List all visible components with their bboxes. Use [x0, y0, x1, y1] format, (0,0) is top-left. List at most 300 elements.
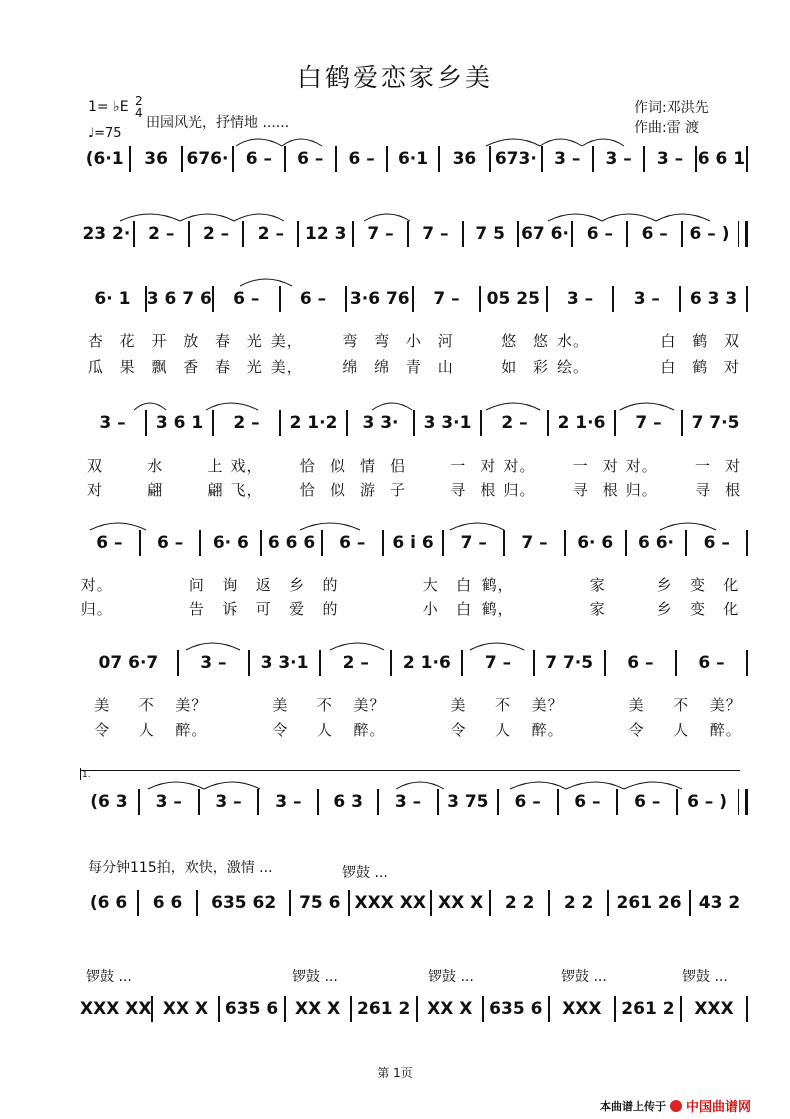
lyric-char: 双	[723, 332, 740, 350]
lyric-char: 一	[450, 457, 467, 475]
slur	[396, 782, 444, 789]
lyric-char: 醉。	[531, 721, 564, 739]
staff-line-5	[80, 530, 748, 556]
measure: 07 6·7	[98, 653, 159, 673]
measure: (6 3	[90, 792, 128, 812]
lyric-char: 光	[246, 332, 263, 350]
lyric-char: 不	[138, 696, 155, 714]
measure: 676·	[186, 149, 229, 169]
lyric-char: 家	[589, 600, 606, 618]
lyric-char: 人	[495, 721, 512, 739]
lyric-char	[170, 455, 200, 476]
lyric-char: 人	[316, 721, 333, 739]
lyric-char: 根	[480, 481, 497, 499]
lyric-char: 醉。	[175, 721, 208, 739]
lyric-char: 侣	[390, 457, 407, 475]
lyric-char: 悠	[533, 332, 550, 350]
measure: 6 6	[152, 893, 183, 913]
barline	[746, 650, 748, 676]
measure: 3·6 76	[349, 289, 410, 309]
lyric-char: 小	[405, 332, 422, 350]
lyric-char	[570, 694, 615, 715]
lyric-verse-1	[80, 574, 748, 595]
lyric-char: 对	[723, 358, 740, 376]
lyric-char: 飘	[151, 358, 168, 376]
lyric-char: 恰	[299, 481, 316, 499]
measure: 6 –	[339, 533, 366, 553]
slur	[186, 643, 240, 650]
staff-line-9	[80, 996, 748, 1022]
lyric-char: 山	[437, 358, 454, 376]
measure: 6 –	[96, 533, 123, 553]
lyric-char: 归。	[80, 600, 113, 618]
lyric-char	[392, 719, 437, 740]
measure: 3 –	[566, 289, 594, 309]
lyric-char: 美，	[270, 332, 303, 350]
time-top: 2	[135, 94, 143, 108]
lyric-char: 悠	[501, 332, 518, 350]
measure: 6 3	[333, 792, 363, 812]
slur	[660, 523, 716, 530]
measure: 3 6 1	[155, 413, 204, 433]
slur	[90, 523, 146, 530]
lyric-char: 不	[673, 696, 690, 714]
lyric-char: 鹤	[692, 358, 709, 376]
lyric-char: 双	[87, 457, 104, 475]
lyric-char	[514, 598, 547, 619]
lyric-char: 戏，	[230, 457, 263, 475]
measure: 6· 1	[94, 289, 131, 309]
lyric-char: 子	[390, 481, 407, 499]
measure: 261 2	[621, 999, 675, 1019]
lyric-char	[263, 455, 293, 476]
tempo-mark: ♩=75	[88, 126, 122, 141]
lyric-char: 的	[322, 576, 339, 594]
measure: XX X	[427, 999, 473, 1019]
slur	[236, 139, 282, 146]
tempo-change: 每分钟115拍，欢快，激情 ...	[88, 860, 273, 876]
lyric-char	[110, 479, 140, 500]
lyric-char: 归。	[503, 481, 536, 499]
lyric-char: 告	[188, 600, 205, 618]
lyric-char	[110, 455, 140, 476]
lyric-char	[413, 455, 443, 476]
lyric-verse-2	[80, 479, 748, 500]
lyric-char: 翩	[207, 481, 224, 499]
measure: 6 –	[299, 289, 327, 309]
measure: XXX XX	[354, 893, 426, 913]
lyric-char	[147, 574, 180, 595]
lyric-char	[462, 356, 494, 377]
lyric-char: 小	[422, 600, 439, 618]
measure: 2 2	[563, 893, 594, 913]
lyric-verse-1	[80, 330, 748, 351]
measure: XXX	[562, 999, 602, 1019]
key-label: 1=	[88, 99, 109, 115]
slur	[372, 403, 412, 410]
lyric-char	[413, 479, 443, 500]
barline	[746, 286, 748, 312]
lyric-char: 令	[628, 721, 645, 739]
gong-drum-label: 锣鼓 ...	[561, 969, 607, 985]
lyric-char: 美？	[353, 696, 386, 714]
repeat-barline	[738, 789, 748, 815]
measure: 6 –	[586, 224, 613, 244]
lyric-char	[615, 598, 648, 619]
repeat-barline	[738, 221, 748, 247]
lyric-char: 美，	[270, 358, 303, 376]
lyric-char: 水。	[556, 332, 589, 350]
lyric-char	[535, 479, 565, 500]
measure: 7 –	[635, 413, 662, 433]
measure: 6 6 1	[697, 149, 746, 169]
measure: 6 –	[634, 792, 661, 812]
lyric-char: 问	[188, 576, 205, 594]
measure: 7 –	[422, 224, 449, 244]
slur	[234, 214, 284, 221]
lyric-verse-1	[80, 455, 748, 476]
lyric-char	[589, 356, 621, 377]
lyric-char	[113, 574, 146, 595]
lyric-char: 爱	[289, 600, 306, 618]
lyric-char: 对。	[503, 457, 536, 475]
lyric-char: 翩	[147, 481, 164, 499]
measure: 12 3	[305, 224, 347, 244]
lyric-char: 瓜	[87, 358, 104, 376]
slur	[450, 523, 504, 530]
lyric-char: 对。	[80, 576, 113, 594]
lyric-char: 彩	[533, 358, 550, 376]
measure: 6 –	[641, 224, 668, 244]
measure: 6 –	[627, 653, 654, 673]
lyric-char	[214, 719, 259, 740]
lyric-char: 醉。	[353, 721, 386, 739]
slur	[486, 403, 540, 410]
lyric-char	[658, 479, 688, 500]
lyricist: 作词:邓洪先	[634, 100, 709, 116]
lyric-char: 上	[207, 457, 224, 475]
measure: 6 –	[574, 792, 601, 812]
measure: 3 3·1	[260, 653, 309, 673]
lyric-char: 白	[456, 576, 473, 594]
lyric-char: 根	[602, 481, 619, 499]
measure: 7 –	[460, 533, 487, 553]
lyric-verse-2	[80, 719, 748, 740]
lyric-char: 鹤，	[481, 576, 514, 594]
lyric-char	[214, 694, 259, 715]
lyric-char: 对	[602, 457, 619, 475]
site-logo-icon	[670, 1100, 682, 1112]
lyric-char	[658, 455, 688, 476]
lyric-char: 寻	[572, 481, 589, 499]
measure: 2 1·6	[402, 653, 451, 673]
lyric-char: 寻	[694, 481, 711, 499]
lyric-char: 人	[673, 721, 690, 739]
gong-drum-label: 锣鼓 ...	[682, 969, 728, 985]
measure: 3 –	[99, 413, 126, 433]
lyric-char	[113, 598, 146, 619]
lyric-char: 美？	[531, 696, 564, 714]
slur	[180, 214, 234, 221]
key-signature	[88, 95, 143, 119]
slur	[134, 403, 166, 410]
lyric-char: 绘。	[556, 358, 589, 376]
lyric-char: 杏	[87, 332, 104, 350]
lyric-char: 游	[359, 481, 376, 499]
lyric-char: 大	[422, 576, 439, 594]
staff-line-7	[80, 789, 748, 815]
slur	[148, 782, 204, 789]
measure: XX X	[162, 999, 209, 1019]
measure: 6 –	[514, 792, 541, 812]
measure: 2 –	[202, 224, 230, 244]
lyric-char: 乡	[656, 600, 673, 618]
measure: 3 –	[554, 149, 581, 169]
lyric-char	[263, 479, 293, 500]
measure: 6 6·	[637, 533, 674, 553]
lyric-char: 人	[138, 721, 155, 739]
measure: 3 3·1	[423, 413, 472, 433]
song-title: 白鹤爱恋家乡美	[296, 63, 493, 92]
measure: 6 –	[156, 533, 184, 553]
staff-line-1	[80, 146, 748, 172]
lyric-char	[570, 719, 615, 740]
lyric-char: 对	[87, 481, 104, 499]
lyric-char	[548, 598, 581, 619]
measure: 3 6 7 6	[146, 289, 212, 309]
measure: 6 –	[245, 149, 272, 169]
slur	[204, 782, 260, 789]
lyric-char: 归。	[625, 481, 658, 499]
composer: 作曲:雷 渡	[634, 120, 700, 136]
measure: 3 –	[215, 792, 242, 812]
lyric-char: 醉。	[709, 721, 742, 739]
lyric-char: 对	[725, 457, 742, 475]
lyric-char	[615, 574, 648, 595]
lyric-char: 对。	[625, 457, 658, 475]
time-signature	[135, 95, 143, 119]
lyric-char: 白	[456, 600, 473, 618]
volta-bracket	[80, 770, 740, 771]
lyric-char: 化	[723, 600, 740, 618]
measure: (6 6	[89, 893, 128, 913]
staff-line-4	[80, 410, 748, 436]
lyric-char	[381, 574, 414, 595]
measure: 6 6 6	[267, 533, 316, 553]
lyric-char	[170, 479, 200, 500]
lyric-char: 光	[246, 358, 263, 376]
measure: 635 6	[224, 999, 279, 1019]
measure: 2 –	[257, 224, 285, 244]
lyric-char: 乡	[656, 576, 673, 594]
lyric-char: 绵	[374, 358, 391, 376]
barline	[746, 996, 748, 1022]
measure: 635 6	[489, 999, 543, 1019]
measure: 6·1	[397, 149, 429, 169]
measure: 7 –	[521, 533, 548, 553]
lyric-char: 乡	[289, 576, 306, 594]
lyric-char: 询	[222, 576, 239, 594]
measure: 2 2	[504, 893, 535, 913]
lyric-char: 鹤，	[481, 600, 514, 618]
lyric-verse-1	[80, 694, 748, 715]
measure: 3 –	[200, 653, 227, 673]
lyric-char: 开	[151, 332, 168, 350]
measure: XX X	[437, 893, 484, 913]
lyric-char: 飞，	[230, 481, 263, 499]
measure: 2 1·2	[289, 413, 338, 433]
expression-text: 田园风光，抒情地 ......	[146, 115, 290, 131]
lyric-char	[347, 574, 380, 595]
lyric-char	[303, 356, 335, 377]
lyric-char: 弯	[342, 332, 359, 350]
slur	[330, 643, 384, 650]
measure: 3 –	[605, 149, 632, 169]
gong-drum-label: 锣鼓 ...	[86, 969, 132, 985]
staff-line-8	[80, 890, 748, 916]
measure: 6 – )	[687, 792, 727, 812]
lyric-char: 对	[480, 457, 497, 475]
measure: 3 –	[633, 289, 660, 309]
lyric-char: 令	[272, 721, 289, 739]
slur	[548, 214, 602, 221]
slur	[624, 782, 682, 789]
measure: 2 1·6	[557, 413, 606, 433]
lyric-char	[392, 694, 437, 715]
lyric-char: 香	[183, 358, 200, 376]
slur	[470, 643, 524, 650]
lyric-char: 不	[316, 696, 333, 714]
measure: 6 3 3	[689, 289, 738, 309]
measure: 6 – )	[689, 224, 730, 244]
barline	[746, 530, 748, 556]
slur	[540, 139, 582, 146]
slur	[486, 139, 540, 146]
lyric-char: 变	[690, 600, 707, 618]
measure: 3 3·	[362, 413, 399, 433]
measure: 6 –	[348, 149, 375, 169]
lyric-char: 的	[322, 600, 339, 618]
measure: 7 –	[433, 289, 460, 309]
lyric-char: 似	[329, 481, 346, 499]
lyric-char: 鹤	[692, 332, 709, 350]
gong-drum-label: 锣鼓 ...	[342, 865, 388, 881]
lyric-char: 寻	[450, 481, 467, 499]
measure: 7 5	[475, 224, 505, 244]
measure: 6 –	[703, 533, 730, 553]
measure: 23 2·	[82, 224, 131, 244]
measure: (6·1	[85, 149, 124, 169]
staff-line-2	[80, 221, 748, 247]
lyric-char: 一	[694, 457, 711, 475]
lyric-char	[589, 330, 621, 351]
slur	[364, 214, 410, 221]
lyric-char: 令	[94, 721, 111, 739]
lyric-verse-2	[80, 598, 748, 619]
lyric-char: 不	[495, 696, 512, 714]
slur	[566, 782, 624, 789]
measure: 3 –	[394, 792, 422, 812]
measure: 673·	[494, 149, 537, 169]
lyric-char	[621, 330, 653, 351]
measure: 2 –	[233, 413, 260, 433]
lyric-verse-2	[80, 356, 748, 377]
lyric-char: 绵	[342, 358, 359, 376]
measure: 05 25	[486, 289, 540, 309]
lyric-char	[347, 598, 380, 619]
measure: 6· 6	[212, 533, 249, 553]
lyric-char: 美？	[175, 696, 208, 714]
measure: 2 –	[342, 653, 369, 673]
gong-drum-label: 锣鼓 ...	[428, 969, 474, 985]
lyric-char: 白	[660, 358, 677, 376]
measure: 3 –	[155, 792, 182, 812]
measure: 7 7·5	[545, 653, 594, 673]
upload-text: 本曲谱上传于	[600, 1099, 666, 1113]
staff-line-3	[80, 286, 748, 312]
lyric-char: 春	[215, 332, 232, 350]
lyric-char: 似	[329, 457, 346, 475]
lyric-char	[514, 574, 547, 595]
volta-label: 1.	[82, 770, 91, 780]
credits	[634, 98, 709, 138]
measure: 635 62	[211, 893, 277, 913]
lyric-char: 美	[628, 696, 645, 714]
gong-drum-label: 锣鼓 ...	[292, 969, 338, 985]
lyric-char: 恰	[299, 457, 316, 475]
lyric-char: 放	[183, 332, 200, 350]
measure: 6 –	[698, 653, 725, 673]
lyric-char	[381, 598, 414, 619]
lyric-char: 美	[450, 696, 467, 714]
measure: 2 –	[501, 413, 528, 433]
slur	[282, 139, 322, 146]
lyric-char	[535, 455, 565, 476]
slur	[620, 403, 674, 410]
slur	[120, 214, 180, 221]
lyric-char: 家	[589, 576, 606, 594]
lyric-char: 春	[215, 358, 232, 376]
slur	[602, 214, 656, 221]
measure: 3 –	[275, 792, 302, 812]
lyric-char: 花	[119, 332, 136, 350]
lyric-char: 果	[119, 358, 136, 376]
lyric-char: 令	[450, 721, 467, 739]
measure: XXX XX	[80, 999, 152, 1019]
lyric-char: 化	[723, 576, 740, 594]
measure: 3 75	[447, 792, 489, 812]
slur	[300, 523, 360, 530]
slur	[206, 403, 258, 410]
lyric-char	[548, 574, 581, 595]
lyric-char: 诉	[222, 600, 239, 618]
lyric-char: 白	[660, 332, 677, 350]
lyric-char	[621, 356, 653, 377]
key-flat: ♭E	[113, 99, 129, 115]
lyric-char: 变	[690, 576, 707, 594]
measure: 7 –	[367, 224, 394, 244]
measure: 36	[452, 149, 477, 169]
measure: 7 –	[484, 653, 512, 673]
measure: 261 2	[357, 999, 411, 1019]
lyric-char	[462, 330, 494, 351]
upload-credit	[600, 1096, 751, 1115]
lyric-char: 水	[147, 457, 164, 475]
lyric-char: 美	[94, 696, 111, 714]
lyric-char: 一	[572, 457, 589, 475]
lyric-char: 如	[501, 358, 518, 376]
measure: 75 6	[299, 893, 341, 913]
